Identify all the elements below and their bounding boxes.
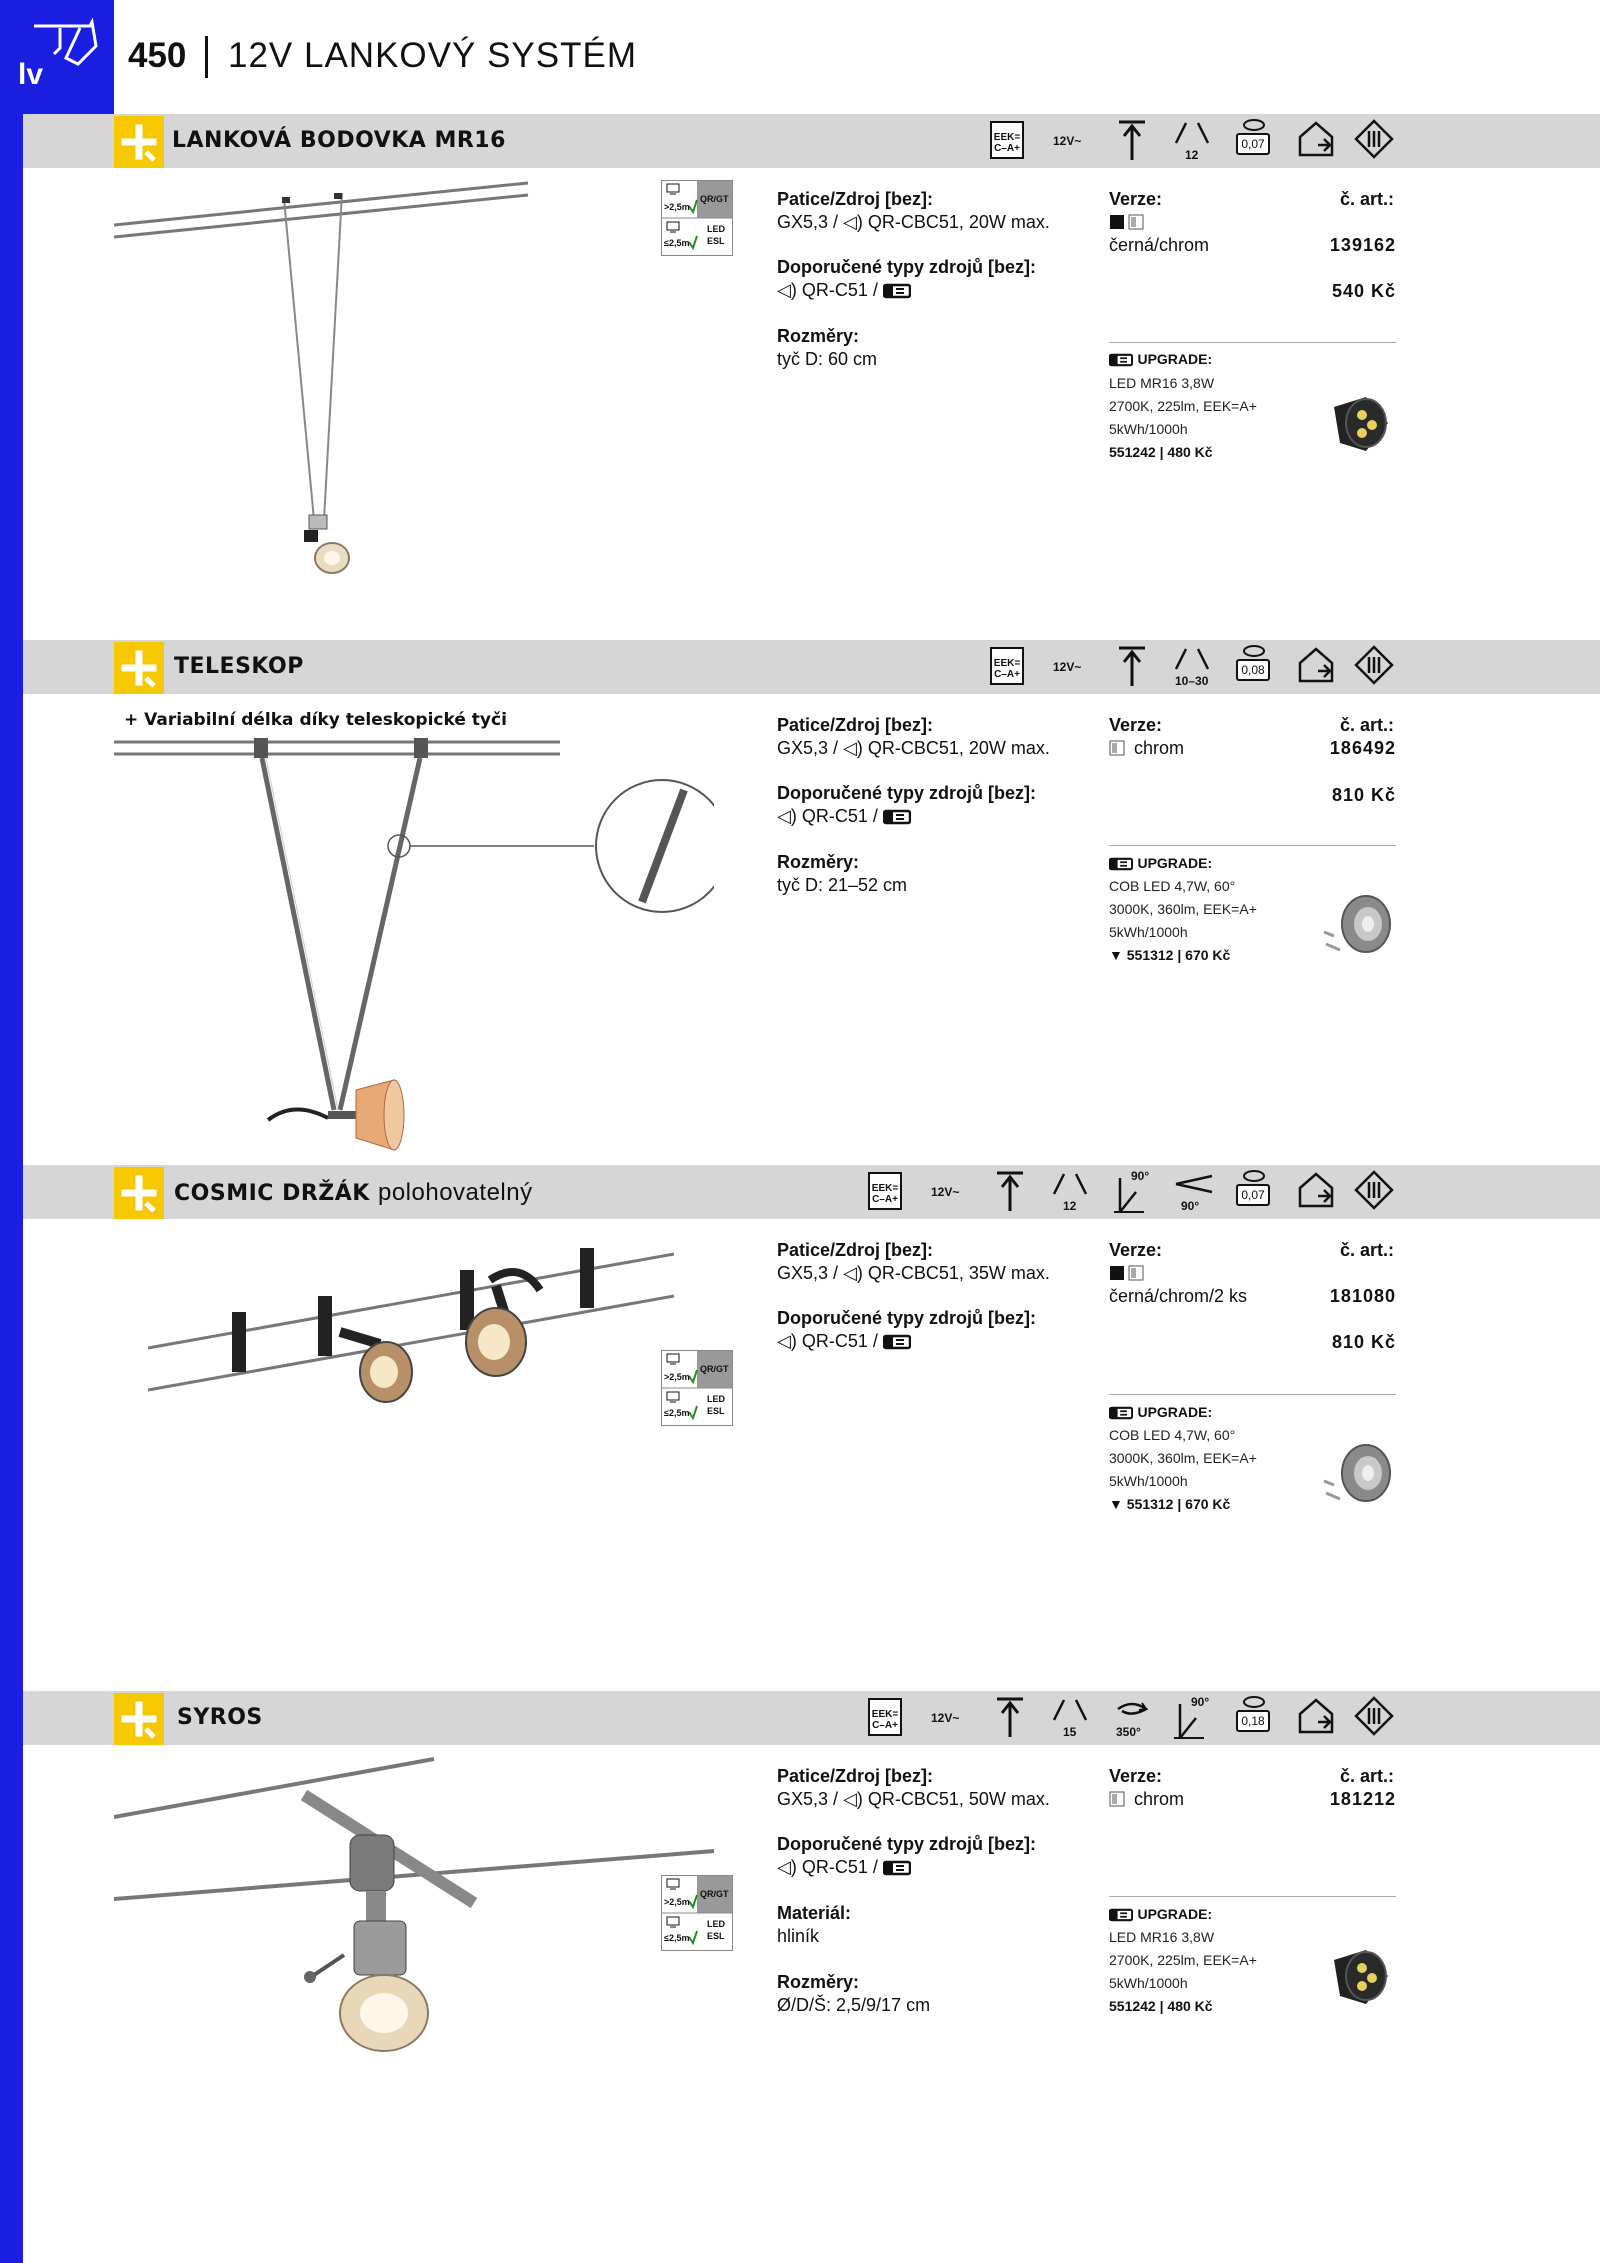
- divider: [1109, 1394, 1396, 1395]
- beam-angle-value: 15: [1063, 1725, 1077, 1739]
- rozmery-value: Ø/D/Š: 2,5/9/17 cm: [777, 1995, 931, 2015]
- weight-value: 0,08: [1236, 659, 1270, 681]
- rozmery-label: Rozměry:: [777, 326, 860, 346]
- badge-qr-label: QR/GT: [700, 194, 729, 204]
- rotation-icon: [1174, 1172, 1218, 1201]
- led-icon: [1109, 1406, 1133, 1420]
- upgrade-line-3: 5kWh/1000h: [1109, 1975, 1188, 1991]
- article-number: 181212: [1329, 1789, 1396, 1809]
- upgrade-line-1: LED MR16 3,8W: [1109, 375, 1215, 391]
- led-bulb-image: [1326, 393, 1396, 463]
- section-title: TELESKOP: [174, 654, 304, 679]
- mounting-distance-badge: [661, 180, 733, 261]
- patice-label: Patice/Zdroj [bez]:: [777, 1240, 934, 1260]
- product-image-lankova-bodovka: [114, 175, 534, 600]
- upgrade-line-2: 2700K, 225lm, EEK=A+: [1109, 1952, 1257, 1968]
- patice-value: GX5,3 / ◁) QR-CBC51, 50W max.: [777, 1789, 1050, 1809]
- ceiling-mount-icon: [995, 1171, 1025, 1216]
- color-swatches: [1109, 1265, 1149, 1286]
- upgrade-heading: UPGRADE:: [1109, 1404, 1212, 1422]
- led-icon: [1109, 353, 1133, 367]
- section-title: LANKOVÁ BODOVKA MR16: [172, 128, 506, 153]
- page-number: 450: [128, 36, 187, 75]
- product-image-cosmic: [140, 1240, 680, 1445]
- version-name: černá/chrom/2 ks: [1109, 1286, 1248, 1306]
- patice-value: GX5,3 / ◁) QR-CBC51, 20W max.: [777, 212, 1050, 232]
- indoor-use-icon: [1296, 119, 1336, 162]
- verze-label: Verze:: [1109, 1766, 1163, 1786]
- upgrade-line-2: 3000K, 360lm, EEK=A+: [1109, 901, 1257, 917]
- divider: [1109, 1896, 1396, 1897]
- header-divider: [205, 36, 208, 78]
- rozmery-label: Rozměry:: [777, 852, 860, 872]
- upgrade-code: 551242 | 480 Kč: [1109, 1998, 1213, 2014]
- led-bulb-image: [1326, 1946, 1396, 2016]
- price: 810 Kč: [1331, 1332, 1396, 1352]
- doporucene-value: ◁) QR-C51 /: [777, 1331, 911, 1352]
- patice-label: Patice/Zdroj [bez]:: [777, 1766, 934, 1786]
- doporucene-label: Doporučené typy zdrojů [bez]:: [777, 783, 1037, 803]
- divider: [1109, 342, 1396, 343]
- mounting-distance-badge: [661, 1350, 733, 1431]
- energy-label-icon: EEK= C–A+: [868, 1698, 902, 1736]
- badge-gt-label: >2,5m: [664, 1897, 690, 1907]
- patice-value: GX5,3 / ◁) QR-CBC51, 35W max.: [777, 1263, 1050, 1283]
- upgrade-code: ▼ 551312 | 670 Kč: [1109, 947, 1231, 963]
- material-label: Materiál:: [777, 1903, 852, 1923]
- voltage-label: 12V~: [1053, 134, 1082, 148]
- patice-value: GX5,3 / ◁) QR-CBC51, 20W max.: [777, 738, 1050, 758]
- product-image-teleskop: [114, 730, 714, 1165]
- upgrade-line-3: 5kWh/1000h: [1109, 421, 1188, 437]
- upgrade-line-1: COB LED 4,7W, 60°: [1109, 878, 1236, 894]
- upgrade-line-3: 5kWh/1000h: [1109, 1473, 1188, 1489]
- tilt-angle-value: 90°: [1131, 1169, 1150, 1183]
- led-icon: [883, 1860, 911, 1876]
- plus-icon: [114, 116, 164, 168]
- upgrade-line-3: 5kWh/1000h: [1109, 924, 1188, 940]
- protection-class-icon: [1354, 1170, 1394, 1215]
- protection-class-icon: [1354, 119, 1394, 164]
- left-brand-rail: [0, 0, 23, 2263]
- voltage-label: 12V~: [1053, 660, 1082, 674]
- doporucene-value: ◁) QR-C51 /: [777, 280, 911, 301]
- article-number: 181080: [1329, 1286, 1396, 1306]
- article-number: 186492: [1329, 738, 1396, 758]
- badge-le-label: ≤2,5m: [664, 238, 690, 248]
- upgrade-heading: UPGRADE:: [1109, 855, 1212, 873]
- badge-qr-label: QR/GT: [700, 1364, 729, 1374]
- upgrade-heading: UPGRADE:: [1109, 351, 1212, 369]
- indoor-use-icon: [1296, 1170, 1336, 1213]
- protection-class-icon: [1354, 1696, 1394, 1741]
- ceiling-mount-icon: [1117, 120, 1147, 165]
- badge-le-label: ≤2,5m: [664, 1408, 690, 1418]
- led-icon: [1109, 857, 1133, 871]
- page-title: 12V LANKOVÝ SYSTÉM: [228, 36, 637, 75]
- material-value: hliník: [777, 1926, 820, 1946]
- section-title: SYROS: [177, 1705, 263, 1730]
- rozmery-value: tyč D: 21–52 cm: [777, 875, 908, 895]
- color-swatches: [1109, 214, 1149, 235]
- indoor-use-icon: [1296, 645, 1336, 688]
- feature-note: + Variabilní délka díky teleskopické tyči: [124, 710, 507, 730]
- upgrade-line-1: COB LED 4,7W, 60°: [1109, 1427, 1236, 1443]
- beam-angle-value: 12: [1063, 1199, 1077, 1213]
- doporucene-value: ◁) QR-C51 /: [777, 806, 911, 827]
- beam-angle-icon: [1050, 1696, 1090, 1727]
- upgrade-line-2: 3000K, 360lm, EEK=A+: [1109, 1450, 1257, 1466]
- led-icon: [1109, 1908, 1133, 1922]
- cart-label: č. art.:: [1340, 1240, 1395, 1260]
- upgrade-heading: UPGRADE:: [1109, 1906, 1212, 1924]
- cart-label: č. art.:: [1340, 1766, 1395, 1786]
- led-icon: [883, 283, 911, 299]
- divider: [1109, 845, 1396, 846]
- plus-icon: [114, 1693, 164, 1745]
- verze-label: Verze:: [1109, 1240, 1163, 1260]
- energy-label-icon: EEK= C–A+: [990, 121, 1024, 159]
- led-icon: [883, 1334, 911, 1350]
- rotation-icon: [1112, 1697, 1152, 1724]
- plus-icon: [114, 642, 164, 694]
- badge-le-label: ≤2,5m: [664, 1933, 690, 1943]
- doporucene-label: Doporučené typy zdrojů [bez]:: [777, 1308, 1037, 1328]
- upgrade-line-2: 2700K, 225lm, EEK=A+: [1109, 398, 1257, 414]
- upgrade-code: 551242 | 480 Kč: [1109, 444, 1213, 460]
- plus-icon: [114, 1167, 164, 1219]
- verze-label: Verze:: [1109, 715, 1163, 735]
- patice-label: Patice/Zdroj [bez]:: [777, 715, 934, 735]
- cart-label: č. art.:: [1340, 715, 1395, 735]
- beam-angle-value: 12: [1185, 148, 1199, 162]
- ceiling-mount-icon: [1117, 646, 1147, 691]
- badge-esl-label: ESL: [707, 1406, 725, 1416]
- protection-class-icon: [1354, 645, 1394, 690]
- weight-value: 0,07: [1236, 133, 1270, 155]
- rotation-angle-value: 350°: [1116, 1725, 1141, 1739]
- badge-gt-label: >2,5m: [664, 202, 690, 212]
- article-number: 139162: [1329, 235, 1396, 255]
- version-name: černá/chrom: [1109, 235, 1210, 255]
- price: 540 Kč: [1331, 281, 1396, 301]
- cob-led-bulb-image: [1320, 1441, 1396, 1516]
- beam-angle-value: 10–30: [1175, 674, 1209, 688]
- badge-led-label: LED: [707, 1394, 725, 1404]
- beam-angle-icon: [1172, 645, 1212, 676]
- color-swatches: [1109, 1791, 1125, 1812]
- product-image-syros: [114, 1755, 734, 2080]
- indoor-use-icon: [1296, 1696, 1336, 1739]
- color-swatches: [1109, 740, 1125, 761]
- badge-qr-label: QR/GT: [700, 1889, 729, 1899]
- logo-text: lv: [18, 58, 44, 91]
- beam-angle-icon: [1172, 119, 1212, 150]
- patice-label: Patice/Zdroj [bez]:: [777, 189, 934, 209]
- doporucene-value: ◁) QR-C51 /: [777, 1857, 911, 1878]
- version-name: chrom: [1134, 1789, 1185, 1809]
- led-icon: [883, 809, 911, 825]
- version-name: chrom: [1134, 738, 1185, 758]
- ceiling-mount-icon: [995, 1697, 1025, 1742]
- badge-esl-label: ESL: [707, 236, 725, 246]
- doporucene-label: Doporučené typy zdrojů [bez]:: [777, 257, 1037, 277]
- voltage-label: 12V~: [931, 1711, 960, 1725]
- voltage-label: 12V~: [931, 1185, 960, 1199]
- upgrade-code: ▼ 551312 | 670 Kč: [1109, 1496, 1231, 1512]
- badge-led-label: LED: [707, 1919, 725, 1929]
- badge-gt-label: >2,5m: [664, 1372, 690, 1382]
- weight-value: 0,07: [1236, 1184, 1270, 1206]
- energy-label-icon: EEK= C–A+: [990, 647, 1024, 685]
- cart-label: č. art.:: [1340, 189, 1395, 209]
- badge-esl-label: ESL: [707, 1931, 725, 1941]
- beam-angle-icon: [1050, 1170, 1090, 1201]
- weight-value: 0,18: [1236, 1710, 1270, 1732]
- mounting-distance-badge: [661, 1875, 733, 1956]
- verze-label: Verze:: [1109, 189, 1163, 209]
- cob-led-bulb-image: [1320, 892, 1396, 967]
- badge-led-label: LED: [707, 224, 725, 234]
- rozmery-label: Rozměry:: [777, 1972, 860, 1992]
- rotation-angle-value: 90°: [1181, 1199, 1200, 1213]
- tilt-angle-value: 90°: [1191, 1695, 1210, 1709]
- upgrade-line-1: LED MR16 3,8W: [1109, 1929, 1215, 1945]
- rozmery-value: tyč D: 60 cm: [777, 349, 878, 369]
- price: 810 Kč: [1331, 785, 1396, 805]
- doporucene-label: Doporučené typy zdrojů [bez]:: [777, 1834, 1037, 1854]
- section-title: COSMIC DRŽÁK polohovatelný: [174, 1179, 533, 1206]
- energy-label-icon: EEK= C–A+: [868, 1172, 902, 1210]
